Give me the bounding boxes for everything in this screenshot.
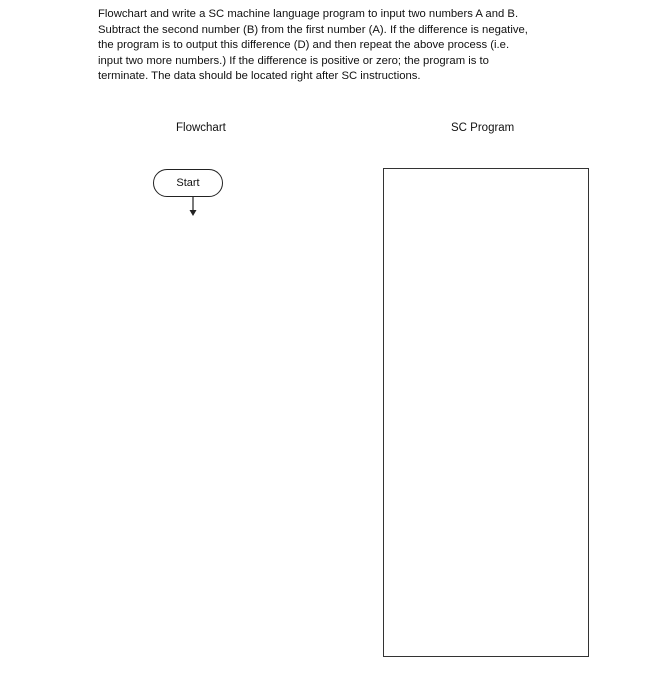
flowchart-heading: Flowchart	[176, 122, 226, 134]
problem-statement	[98, 7, 578, 85]
problem-line: the program is to output this difference (D) and then repeat the above process (i.e.	[98, 39, 510, 52]
start-label: Start	[176, 177, 200, 189]
problem-line: Subtract the second number (B) from the first number (A). If the difference is negative,	[98, 23, 528, 36]
sc-program-box	[383, 168, 589, 657]
sc-program-heading: SC Program	[451, 122, 515, 134]
start-terminal	[153, 169, 223, 197]
problem-line: Flowchart and write a SC machine language program to input two numbers A and B.	[98, 8, 519, 20]
problem-line: input two more numbers.) If the difference is positive or zero; the program is to	[98, 54, 489, 67]
down-arrow-icon	[185, 197, 201, 219]
problem-line: terminate. The data should be located right after SC instructions.	[98, 70, 421, 83]
